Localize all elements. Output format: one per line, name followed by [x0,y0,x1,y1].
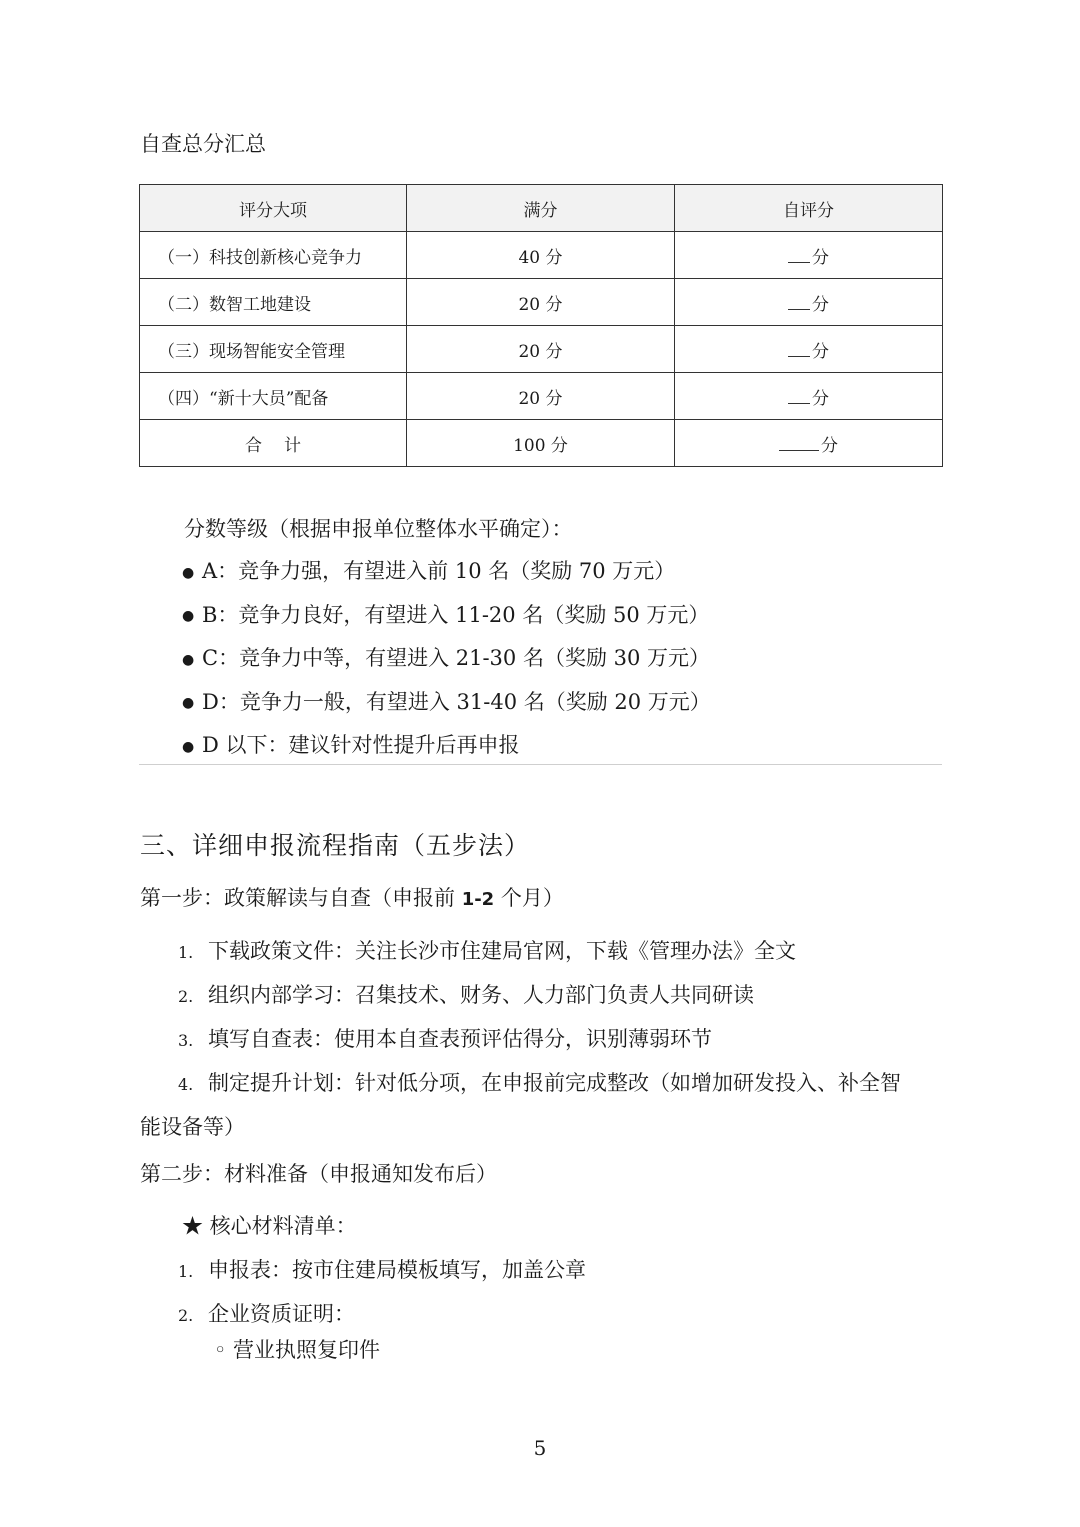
step1-title-pre: 第一步：政策解读与自查（申报前 [140,886,462,910]
item-label: 企业资质证明： [208,1302,355,1326]
page-number: 5 [533,1436,547,1460]
self-score-unit: 分 [812,294,829,315]
item-number: 2. [178,1306,194,1325]
item-text: 使用本自查表预评估得分，识别薄弱环节 [334,1027,712,1051]
section-heading: 三、详细申报流程指南（五步法） [140,831,531,860]
list-item [140,1293,940,1337]
section-divider [139,764,942,765]
row-name: （一）科技创新核心竞争力 [140,232,407,279]
total-self-score [675,420,943,467]
grade-text: D：竞争力一般，有望进入 31-40 名（奖励 20 万元） [202,689,711,714]
item-text: 召集技术、财务、人力部门负责人共同研读 [355,983,754,1007]
self-score-blank [788,248,810,263]
header-category: 评分大项 [140,185,407,232]
table-row [140,232,943,279]
self-score-blank [788,295,810,310]
grade-item [182,594,711,638]
item-number: 4. [178,1075,194,1094]
list-item [140,1249,940,1293]
step1-list [140,930,940,1148]
item-label: 下载政策文件： [208,939,355,963]
grade-levels [184,508,711,768]
item-number: 2. [178,987,194,1006]
item-number: 1. [178,1262,194,1281]
row-name: （二）数智工地建设 [140,279,407,326]
list-item-continuation: 能设备等） [140,1115,245,1139]
self-score-blank [788,389,810,404]
row-name: （三）现场智能安全管理 [140,326,407,373]
self-score-blank [788,342,810,357]
total-full-score: 100 分 [407,420,675,467]
table-row [140,373,943,420]
list-item [140,930,940,974]
grade-heading: 分数等级（根据申报单位整体水平确定）： [184,517,573,541]
bullet-dot-icon: ● [182,738,195,755]
row-name: （四）“新十大员”配备 [140,373,407,420]
item-text: 针对低分项，在申报前完成整改（如增加研发投入、补全智 [355,1071,901,1095]
row-full-score: 40 分 [407,232,675,279]
row-full-score: 20 分 [407,373,675,420]
core-materials-heading: ★ 核心材料清单： [182,1214,357,1238]
table-row [140,326,943,373]
step1-title-bold: 1-2 [461,889,495,910]
bullet-dot-icon: ● [182,695,195,711]
item-number: 1. [178,943,194,962]
step1-title-post: 个月） [494,886,564,910]
list-item [140,974,940,1018]
grade-item [182,550,711,594]
step2-list [140,1249,940,1337]
sub-list-item: ◦ 营业执照复印件 [214,1338,381,1362]
grade-text: B：竞争力良好，有望进入 11-20 名（奖励 50 万元） [202,602,710,627]
summary-title: 自查总分汇总 [140,132,266,156]
step1-title [140,882,564,912]
header-full-score: 满分 [407,185,675,232]
self-score-unit: 分 [812,388,829,409]
score-summary-table [139,184,943,467]
row-full-score: 20 分 [407,326,675,373]
grade-item [182,724,711,768]
item-number: 3. [178,1031,194,1050]
list-item [140,1018,940,1062]
self-score-unit: 分 [812,247,829,268]
row-self-score [675,279,943,326]
item-text: 按市住建局模板填写，加盖公章 [292,1258,586,1282]
bullet-dot-icon: ● [182,564,195,581]
self-score-unit: 分 [812,341,829,362]
bullet-dot-icon: ● [182,608,195,624]
item-label: 制定提升计划： [208,1071,355,1095]
item-label: 组织内部学习： [208,983,355,1007]
header-self-score: 自评分 [675,185,943,232]
item-label: 申报表： [208,1258,292,1282]
item-label: 填写自查表： [208,1027,334,1051]
grade-text: C：竞争力中等，有望进入 21-30 名（奖励 30 万元） [202,646,711,670]
item-text: 关注长沙市住建局官网，下载《管理办法》全文 [355,939,796,963]
total-self-score-unit: 分 [821,435,838,456]
table-total-row [140,420,943,467]
step2-title: 第二步：材料准备（申报通知发布后） [140,1162,497,1186]
total-label: 合计 [140,420,407,467]
grade-item [182,637,711,681]
grade-text: A：竞争力强，有望进入前 10 名（奖励 70 万元） [202,559,676,583]
table-row [140,279,943,326]
row-full-score: 20 分 [407,279,675,326]
grade-text: D 以下：建议针对性提升后再申报 [202,733,520,757]
total-self-score-blank [779,436,819,451]
row-self-score [675,232,943,279]
grade-item [182,681,711,725]
row-self-score [675,373,943,420]
row-self-score [675,326,943,373]
list-item [140,1062,940,1106]
bullet-dot-icon: ● [182,651,195,668]
table-header-row [140,185,943,232]
